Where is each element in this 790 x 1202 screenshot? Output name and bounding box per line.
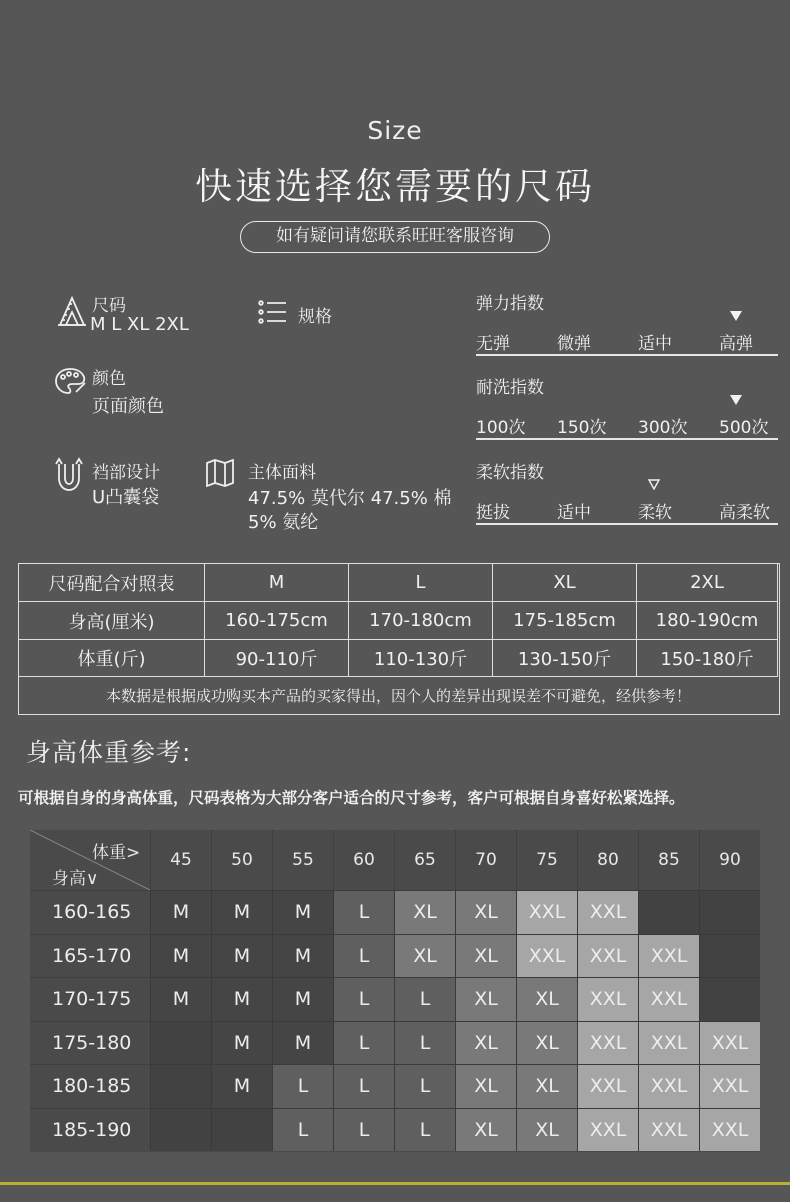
size-table-cell: 体重(斤): [19, 640, 205, 677]
grid-size-cell: XXL: [577, 890, 638, 934]
grid-size-cell: M: [211, 1064, 272, 1108]
grid-height-header: 165-170: [30, 934, 150, 978]
grid-size-cell: XL: [516, 1064, 577, 1108]
index-option: 适中: [557, 503, 591, 523]
grid-size-cell: [699, 890, 760, 934]
index-title: 耐洗指数: [476, 378, 544, 398]
grid-size-cell: XXL: [638, 1108, 699, 1152]
size-table-header: XL: [493, 564, 637, 602]
grid-size-cell: [150, 1064, 211, 1108]
grid-size-cell: XXL: [699, 1064, 760, 1108]
crotch-value: U凸囊袋: [92, 487, 160, 508]
index-marker-icon: [730, 311, 742, 321]
size-table-cell: 180-190cm: [637, 602, 778, 640]
grid-weight-header: 85: [638, 830, 699, 890]
size-table: [18, 563, 780, 715]
grid-size-cell: XL: [455, 1064, 516, 1108]
size-table-cell: 身高(厘米): [19, 602, 205, 640]
grid-height-header: 175-180: [30, 1021, 150, 1065]
grid-size-cell: [638, 890, 699, 934]
grid-size-cell: XXL: [699, 1021, 760, 1065]
index-option: 微弹: [557, 334, 591, 354]
index-option: 500次: [719, 418, 769, 438]
grid-size-cell: L: [272, 1108, 333, 1152]
grid-size-cell: M: [272, 1021, 333, 1065]
grid-size-cell: M: [211, 934, 272, 978]
grid-size-cell: M: [272, 934, 333, 978]
grid-size-cell: M: [211, 890, 272, 934]
grid-size-cell: XXL: [638, 1021, 699, 1065]
grid-size-cell: [699, 934, 760, 978]
grid-size-cell: XL: [455, 977, 516, 1021]
grid-size-cell: L: [333, 1064, 394, 1108]
reference-title: 身高体重参考:: [26, 738, 192, 767]
grid-size-cell: XXL: [699, 1108, 760, 1152]
grid-size-cell: XL: [516, 977, 577, 1021]
size-table-header: 2XL: [637, 564, 778, 602]
grid-size-cell: XL: [516, 1021, 577, 1065]
spec-label: 规格: [298, 307, 332, 327]
grid-height-header: 180-185: [30, 1064, 150, 1108]
color-value: 页面颜色: [92, 396, 164, 417]
grid-size-cell: M: [272, 977, 333, 1021]
index-option: 100次: [476, 418, 526, 438]
height-weight-grid: [30, 830, 760, 1152]
grid-size-cell: XXL: [638, 1064, 699, 1108]
size-table-cell: 175-185cm: [493, 602, 637, 640]
reference-description: 可根据自身的身高体重，尺码表格为大部分客户适合的尺寸参考，客户可根据自身喜好松紧选择。: [18, 789, 685, 807]
grid-size-cell: XL: [394, 934, 455, 978]
grid-height-header: 160-165: [30, 890, 150, 934]
size-table-header: 尺码配合对照表: [19, 564, 205, 602]
grid-size-cell: M: [150, 977, 211, 1021]
crotch-label: 裆部设计: [92, 463, 160, 483]
grid-size-cell: XXL: [516, 890, 577, 934]
grid-size-cell: [211, 1108, 272, 1152]
english-title: Size: [367, 116, 423, 145]
index-option: 无弹: [476, 334, 510, 354]
fabric-value-2: 5% 氨纶: [248, 512, 319, 533]
palette-icon: [54, 366, 88, 396]
grid-size-cell: [150, 1108, 211, 1152]
size-table-cell: 170-180cm: [349, 602, 493, 640]
grid-size-cell: [699, 977, 760, 1021]
grid-weight-header: 80: [577, 830, 638, 890]
index-option: 300次: [638, 418, 688, 438]
fabric-icon: [204, 458, 236, 488]
grid-size-cell: L: [394, 1064, 455, 1108]
size-table-cell: 130-150斤: [493, 640, 637, 677]
size-table-header: M: [205, 564, 349, 602]
index-title: 柔软指数: [476, 463, 544, 483]
grid-weight-header: 70: [455, 830, 516, 890]
fabric-value-1: 47.5% 莫代尔 47.5% 棉: [248, 488, 452, 509]
size-table-note: 本数据是根据成功购买本产品的买家得出，因个人的差异出现误差不可避免，经供参考！: [105, 686, 691, 705]
grid-size-cell: M: [150, 890, 211, 934]
grid-weight-header: 90: [699, 830, 760, 890]
fabric-label: 主体面料: [248, 463, 316, 483]
grid-size-cell: XL: [455, 1021, 516, 1065]
grid-weight-header: 50: [211, 830, 272, 890]
bottom-divider: [0, 1182, 790, 1185]
grid-height-header: 185-190: [30, 1108, 150, 1152]
grid-weight-header: 55: [272, 830, 333, 890]
grid-size-cell: L: [333, 1108, 394, 1152]
size-value: M L XL 2XL: [90, 314, 189, 335]
grid-size-cell: L: [333, 1021, 394, 1065]
grid-size-cell: XXL: [516, 934, 577, 978]
grid-weight-header: 45: [150, 830, 211, 890]
grid-size-cell: XXL: [577, 1108, 638, 1152]
grid-size-cell: M: [272, 890, 333, 934]
grid-size-cell: [150, 1021, 211, 1065]
list-icon: [258, 299, 288, 325]
index-divider: [476, 354, 778, 356]
grid-weight-header: 65: [394, 830, 455, 890]
contact-service-button[interactable]: 如有疑问请您联系旺旺客服咨询: [240, 221, 550, 253]
index-option: 高柔软: [719, 503, 770, 523]
grid-size-cell: L: [394, 1021, 455, 1065]
grid-size-cell: L: [394, 977, 455, 1021]
grid-height-header: 170-175: [30, 977, 150, 1021]
corner-weight-label: 体重>: [92, 843, 141, 863]
grid-size-cell: XXL: [577, 1064, 638, 1108]
grid-size-cell: M: [211, 1021, 272, 1065]
grid-size-cell: XXL: [577, 1021, 638, 1065]
index-option: 挺拔: [476, 503, 510, 523]
index-marker-icon: [730, 395, 742, 405]
grid-size-cell: XL: [455, 890, 516, 934]
index-option: 适中: [638, 334, 672, 354]
grid-size-cell: L: [272, 1064, 333, 1108]
index-option: 150次: [557, 418, 607, 438]
grid-corner: [30, 830, 150, 890]
index-option: 柔软: [638, 503, 672, 523]
size-table-cell: 160-175cm: [205, 602, 349, 640]
page-title: 快速选择您需要的尺码: [195, 165, 595, 208]
size-table-header: L: [349, 564, 493, 602]
index-divider: [476, 438, 778, 440]
size-table-cell: 110-130斤: [349, 640, 493, 677]
index-divider: [476, 523, 778, 525]
grid-size-cell: XXL: [638, 934, 699, 978]
index-option: 高弹: [719, 334, 753, 354]
grid-size-cell: L: [333, 977, 394, 1021]
u-shape-icon: [54, 456, 84, 494]
size-label: 尺码: [92, 296, 126, 316]
grid-size-cell: L: [333, 890, 394, 934]
grid-size-cell: XXL: [638, 977, 699, 1021]
corner-height-label: 身高∨: [52, 869, 99, 889]
grid-size-cell: XXL: [577, 977, 638, 1021]
grid-size-cell: L: [394, 1108, 455, 1152]
grid-size-cell: XL: [394, 890, 455, 934]
index-title: 弹力指数: [476, 294, 544, 314]
size-table-cell: 90-110斤: [205, 640, 349, 677]
grid-size-cell: XL: [455, 934, 516, 978]
grid-size-cell: XL: [455, 1108, 516, 1152]
grid-size-cell: M: [150, 934, 211, 978]
grid-size-cell: M: [211, 977, 272, 1021]
grid-size-cell: L: [333, 934, 394, 978]
grid-size-cell: XXL: [577, 934, 638, 978]
grid-size-cell: XL: [516, 1108, 577, 1152]
size-table-cell: 150-180斤: [637, 640, 778, 677]
grid-weight-header: 60: [333, 830, 394, 890]
grid-weight-header: 75: [516, 830, 577, 890]
color-label: 颜色: [92, 369, 126, 389]
tape-measure-icon: [56, 294, 88, 328]
